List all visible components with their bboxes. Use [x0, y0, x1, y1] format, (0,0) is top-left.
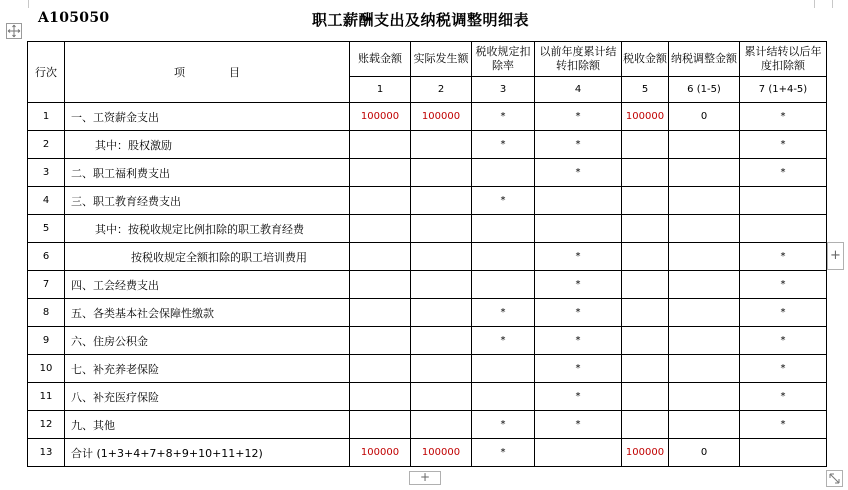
cell-col-2[interactable]: 100000	[411, 103, 472, 131]
cell-col-2[interactable]	[411, 383, 472, 411]
row-item-label: 六、住房公积金	[65, 327, 350, 355]
cell-col-4[interactable]: *	[535, 383, 622, 411]
cell-col-7[interactable]	[740, 187, 827, 215]
cell-col-4[interactable]: *	[535, 299, 622, 327]
cell-col-3[interactable]: *	[472, 103, 535, 131]
col-number: 5	[622, 77, 669, 103]
cell-col-3[interactable]	[472, 159, 535, 187]
row-item-label: 其中：按税收规定比例扣除的职工教育经费	[65, 215, 350, 243]
cell-col-4[interactable]: *	[535, 243, 622, 271]
col-number: 4	[535, 77, 622, 103]
form-code: A105050	[38, 10, 110, 26]
cell-col-3[interactable]: *	[472, 327, 535, 355]
resize-diagonal-icon	[827, 471, 842, 486]
cell-col-5[interactable]	[622, 187, 669, 215]
row-number: 8	[28, 299, 65, 327]
header-row-no: 行次	[28, 42, 65, 103]
cell-col-2[interactable]	[411, 243, 472, 271]
cell-col-3[interactable]	[472, 383, 535, 411]
cell-col-2[interactable]	[411, 327, 472, 355]
cell-col-3[interactable]: *	[472, 299, 535, 327]
cell-col-3[interactable]	[472, 271, 535, 299]
row-number: 5	[28, 215, 65, 243]
page-title: 职工薪酬支出及纳税调整明细表	[312, 11, 530, 29]
row-item-label: 五、各类基本社会保障性缴款	[65, 299, 350, 327]
cell-col-5[interactable]	[622, 411, 669, 439]
cell-col-1[interactable]	[350, 187, 411, 215]
table-row	[28, 215, 827, 243]
row-number: 7	[28, 271, 65, 299]
cell-col-5[interactable]: 100000	[622, 103, 669, 131]
row-item-label: 九、其他	[65, 411, 350, 439]
cell-col-4[interactable]: *	[535, 271, 622, 299]
cell-col-5[interactable]	[622, 243, 669, 271]
cell-col-3[interactable]: *	[472, 187, 535, 215]
cell-col-1[interactable]	[350, 215, 411, 243]
cell-col-2[interactable]	[411, 299, 472, 327]
cell-col-6[interactable]	[669, 243, 740, 271]
header-col-4: 以前年度累计结转扣除额	[535, 42, 622, 77]
table-row	[28, 187, 827, 215]
cell-col-6[interactable]	[669, 159, 740, 187]
header-item: 项 目	[65, 42, 350, 103]
row-number: 13	[28, 439, 65, 467]
table-row	[28, 131, 827, 159]
cell-col-7[interactable]	[740, 439, 827, 467]
cell-col-6[interactable]	[669, 187, 740, 215]
cell-col-7[interactable]	[740, 215, 827, 243]
cell-col-5[interactable]	[622, 355, 669, 383]
cell-col-5[interactable]	[622, 383, 669, 411]
table-row	[28, 271, 827, 299]
cell-col-6[interactable]: 0	[669, 103, 740, 131]
table-row	[28, 159, 827, 187]
cell-col-6[interactable]	[669, 383, 740, 411]
cell-col-1[interactable]: 100000	[350, 439, 411, 467]
cell-col-5[interactable]: 100000	[622, 439, 669, 467]
page-edge-mark	[28, 0, 29, 8]
row-item-label: 三、职工教育经费支出	[65, 187, 350, 215]
cell-col-1[interactable]	[350, 411, 411, 439]
row-item-label: 八、补充医疗保险	[65, 383, 350, 411]
cell-col-5[interactable]	[622, 299, 669, 327]
row-number: 11	[28, 383, 65, 411]
cell-col-5[interactable]	[622, 215, 669, 243]
cell-col-6[interactable]	[669, 355, 740, 383]
cell-col-2[interactable]	[411, 411, 472, 439]
move-arrows-icon	[7, 24, 21, 38]
cell-col-6[interactable]	[669, 411, 740, 439]
cell-col-7[interactable]: *	[740, 243, 827, 271]
row-number: 9	[28, 327, 65, 355]
col-number: 7 (1+4-5)	[740, 77, 827, 103]
cell-col-2[interactable]	[411, 159, 472, 187]
cell-col-1[interactable]	[350, 383, 411, 411]
cell-col-1[interactable]	[350, 355, 411, 383]
row-number: 6	[28, 243, 65, 271]
cell-col-3[interactable]	[472, 215, 535, 243]
cell-col-7[interactable]: *	[740, 299, 827, 327]
cell-col-7[interactable]: *	[740, 411, 827, 439]
table-row	[28, 243, 827, 271]
cell-col-2[interactable]: 100000	[411, 439, 472, 467]
row-item-label: 合计 (1+3+4+7+8+9+10+11+12)	[65, 439, 350, 467]
cell-col-7[interactable]: *	[740, 159, 827, 187]
table-row	[28, 355, 827, 383]
row-item-label: 四、工会经费支出	[65, 271, 350, 299]
cell-col-3[interactable]	[472, 243, 535, 271]
row-number: 1	[28, 103, 65, 131]
cell-col-2[interactable]	[411, 271, 472, 299]
cell-col-1[interactable]	[350, 131, 411, 159]
cell-col-3[interactable]: *	[472, 131, 535, 159]
cell-col-6[interactable]	[669, 299, 740, 327]
cell-col-3[interactable]: *	[472, 439, 535, 467]
row-number: 4	[28, 187, 65, 215]
cell-col-4[interactable]: *	[535, 411, 622, 439]
table-row	[28, 383, 827, 411]
cell-col-1[interactable]	[350, 327, 411, 355]
cell-col-4[interactable]: *	[535, 327, 622, 355]
cell-col-5[interactable]	[622, 327, 669, 355]
cell-col-2[interactable]	[411, 131, 472, 159]
table-row	[28, 439, 827, 467]
salary-tax-adjustment-table	[27, 41, 827, 467]
row-item-label: 二、职工福利费支出	[65, 159, 350, 187]
cell-col-3[interactable]: *	[472, 411, 535, 439]
col-number: 1	[350, 77, 411, 103]
header-col-3: 税收规定扣除率	[472, 42, 535, 77]
cell-col-1[interactable]	[350, 159, 411, 187]
cell-col-1[interactable]	[350, 299, 411, 327]
row-number: 3	[28, 159, 65, 187]
cell-col-4[interactable]	[535, 439, 622, 467]
cell-col-4[interactable]	[535, 187, 622, 215]
table-row	[28, 411, 827, 439]
cell-col-4[interactable]	[535, 215, 622, 243]
add-row-button[interactable]: +	[409, 471, 441, 485]
cell-col-1[interactable]	[350, 243, 411, 271]
row-item-label: 一、工资薪金支出	[65, 103, 350, 131]
page-edge-mark	[814, 0, 815, 8]
header-row	[28, 42, 827, 77]
cell-col-6[interactable]	[669, 215, 740, 243]
cell-col-4[interactable]: *	[535, 131, 622, 159]
table-resize-handle[interactable]	[826, 470, 843, 487]
header-col-2: 实际发生额	[411, 42, 472, 77]
cell-col-6[interactable]	[669, 327, 740, 355]
cell-col-2[interactable]	[411, 355, 472, 383]
table-move-handle[interactable]	[6, 23, 22, 39]
cell-col-5[interactable]	[622, 131, 669, 159]
col-number: 6 (1-5)	[669, 77, 740, 103]
cell-col-1[interactable]	[350, 271, 411, 299]
cell-col-4[interactable]: *	[535, 355, 622, 383]
row-item-label: 其中：股权激励	[65, 131, 350, 159]
cell-col-7[interactable]: *	[740, 355, 827, 383]
cell-col-7[interactable]: *	[740, 103, 827, 131]
row-item-label: 七、补充养老保险	[65, 355, 350, 383]
cell-col-7[interactable]: *	[740, 131, 827, 159]
add-column-button[interactable]: +	[827, 242, 844, 270]
row-number: 2	[28, 131, 65, 159]
header-col-1: 账载金额	[350, 42, 411, 77]
table-row	[28, 327, 827, 355]
row-number: 12	[28, 411, 65, 439]
cell-col-3[interactable]	[472, 355, 535, 383]
table-row	[28, 299, 827, 327]
cell-col-6[interactable]	[669, 131, 740, 159]
cell-col-1[interactable]: 100000	[350, 103, 411, 131]
header-col-7: 累计结转以后年度扣除额	[740, 42, 827, 77]
cell-col-7[interactable]: *	[740, 271, 827, 299]
header-col-5: 税收金额	[622, 42, 669, 77]
cell-col-5[interactable]	[622, 271, 669, 299]
page-edge-mark	[832, 0, 833, 8]
col-number: 2	[411, 77, 472, 103]
cell-col-7[interactable]: *	[740, 383, 827, 411]
cell-col-4[interactable]: *	[535, 103, 622, 131]
col-number: 3	[472, 77, 535, 103]
cell-col-6[interactable]	[669, 271, 740, 299]
header-col-6: 纳税调整金额	[669, 42, 740, 77]
cell-col-4[interactable]: *	[535, 159, 622, 187]
cell-col-2[interactable]	[411, 187, 472, 215]
row-number: 10	[28, 355, 65, 383]
row-item-label: 按税收规定全额扣除的职工培训费用	[65, 243, 350, 271]
cell-col-5[interactable]	[622, 159, 669, 187]
table-row	[28, 103, 827, 131]
cell-col-6[interactable]: 0	[669, 439, 740, 467]
cell-col-2[interactable]	[411, 215, 472, 243]
cell-col-7[interactable]: *	[740, 327, 827, 355]
